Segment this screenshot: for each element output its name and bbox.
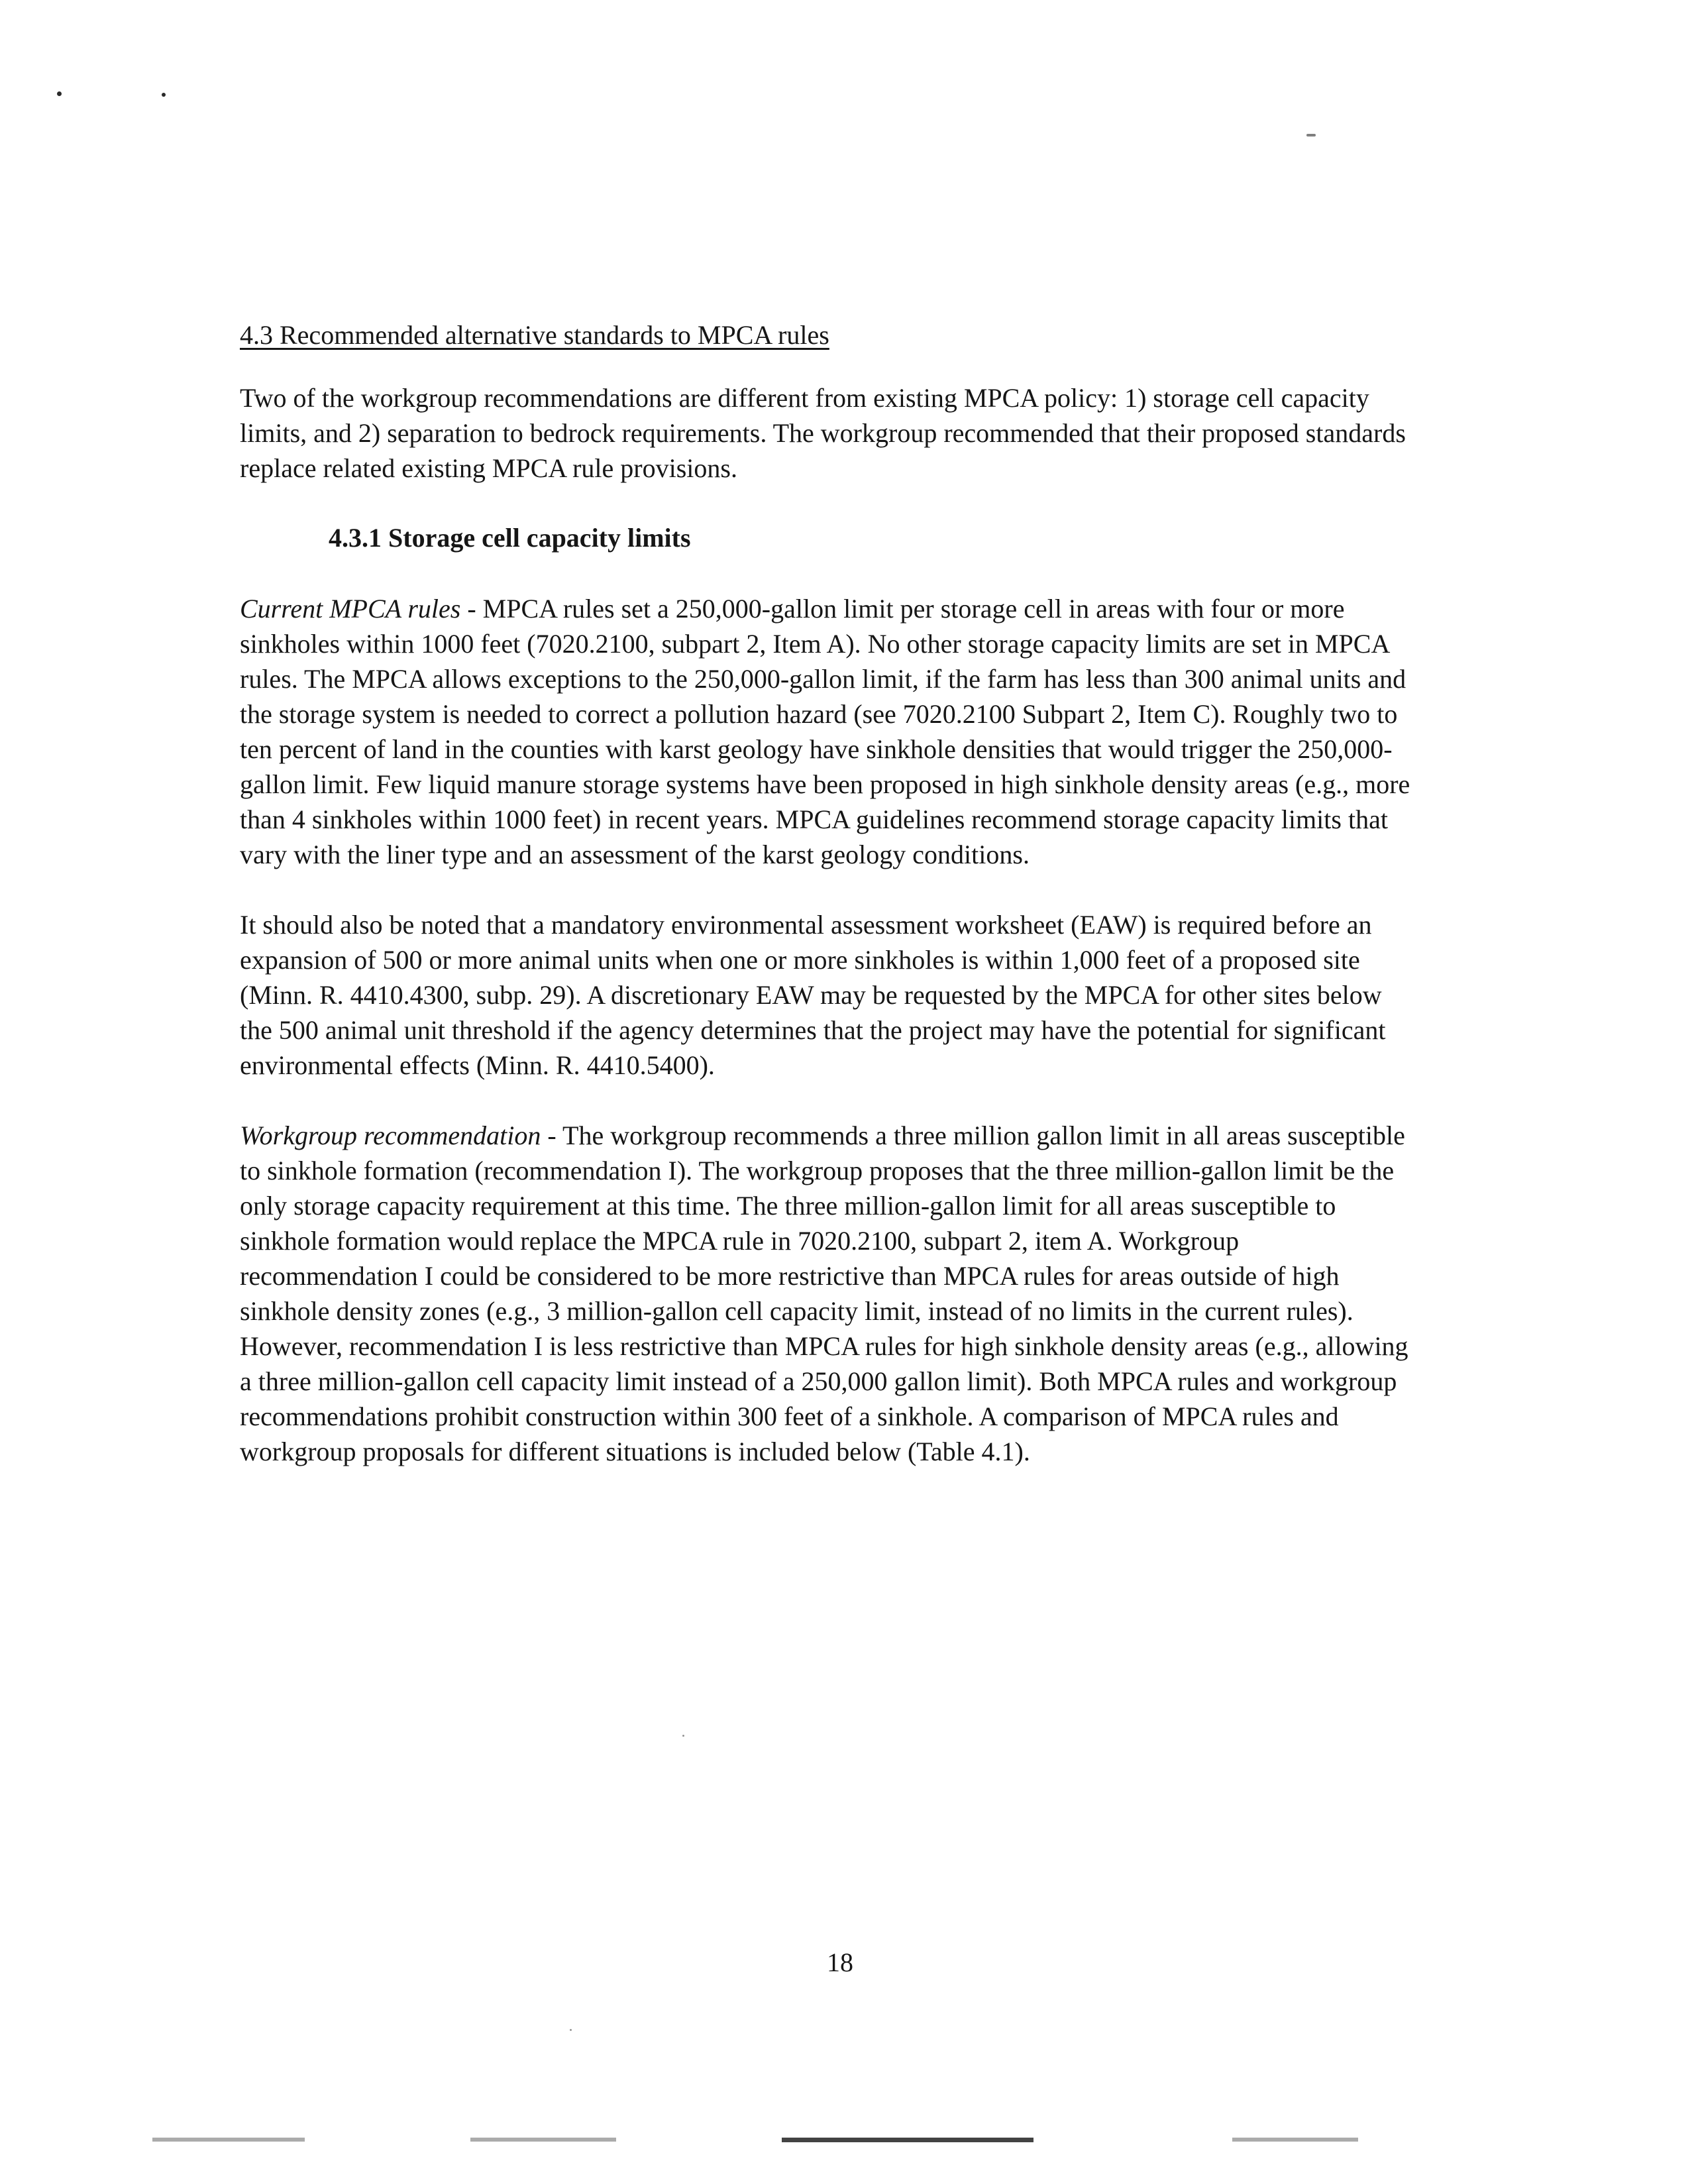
subsection-heading: 4.3.1 Storage cell capacity limits [329, 523, 691, 553]
page-number: 18 [827, 1947, 853, 1977]
scan-speck [570, 2029, 572, 2031]
document-body [240, 318, 1419, 1504]
current-rules-lead: Current MPCA rules [240, 594, 461, 624]
workgroup-recommendation-lead: Workgroup recommendation [240, 1120, 541, 1150]
workgroup-recommendation-text: - The workgroup recommends a three million gallon limit in all areas susceptible to sinkhole formation (recommendation I). The workgroup proposes that the three million-gallon limit be the only storage capacity requirement at this time. The three million-gallon limit for all areas susceptible to sinkhole formation would replace the MPCA rule in 7020.2100, subpart 2, item A. Workgroup recommendation I could be considered to be more restrictive than MPCA rules for areas outside of high sinkhole density zones (e.g., 3 million-gallon cell capacity limit, instead of no limits in the current rules). However, recommendation I is less restrictive than MPCA rules for high sinkhole density areas (e.g., allowing a three million-gallon cell capacity limit instead of a 250,000 gallon limit). Both MPCA rules and workgroup recommendations prohibit construction within 300 feet of a sinkhole. A comparison of MPCA rules and workgroup proposals for different situations is included below (Table 4.1). [240, 1120, 1408, 1466]
scan-speck [162, 93, 166, 97]
scan-speck [1306, 134, 1316, 136]
scan-artifact-mark [782, 2138, 1034, 2142]
scan-artifact-mark [152, 2138, 305, 2142]
scan-speck [57, 91, 62, 96]
eaw-paragraph: It should also be noted that a mandatory environmental assessment worksheet (EAW) is required before an expansion of 500 or more animal units when one or more sinkholes is within 1,000 feet of a proposed site (Minn. R. 4410.4300, subp. 29). A discretionary EAW may be requested by the MPCA for other sites below the 500 animal unit threshold if the agency determines that the project may have the potential for significant environmental effects (Minn. R. 4410.5400). [240, 910, 1386, 1080]
scan-artifact-mark [470, 2138, 616, 2142]
section-heading: 4.3 Recommended alternative standards to MPCA rules [240, 320, 829, 350]
current-rules-text: - MPCA rules set a 250,000-gallon limit per storage cell in areas with four or more sinkholes within 1000 feet (7020.2100, subpart 2, Item A). No other storage capacity limits are set in MPCA rules. The MPCA allows exceptions to the 250,000-gallon limit, if the farm has less than 300 animal units and the storage system is needed to correct a pollution hazard (see 7020.2100 Subpart 2, Item C). Roughly two to ten percent of land in the counties with karst geology have sinkhole densities that would trigger the 250,000-gallon limit. Few liquid manure storage systems have been proposed in high sinkhole density areas (e.g., more than 4 sinkholes within 1000 feet) in recent years. MPCA guidelines recommend storage capacity limits that vary with the liner type and an assessment of the karst geology conditions. [240, 594, 1410, 869]
workgroup-recommendation-paragraph [240, 1118, 1419, 1469]
intro-paragraph: Two of the workgroup recommendations are different from existing MPCA policy: 1) storage cell capacity limits, and 2) separation to bedrock requirements. The workgroup recommended that their proposed standards replace related existing MPCA rule provisions. [240, 383, 1406, 483]
current-rules-paragraph [240, 591, 1419, 872]
scan-artifact-mark [1232, 2138, 1358, 2142]
scan-speck [682, 1735, 684, 1737]
scan-artifacts [0, 2138, 1696, 2144]
